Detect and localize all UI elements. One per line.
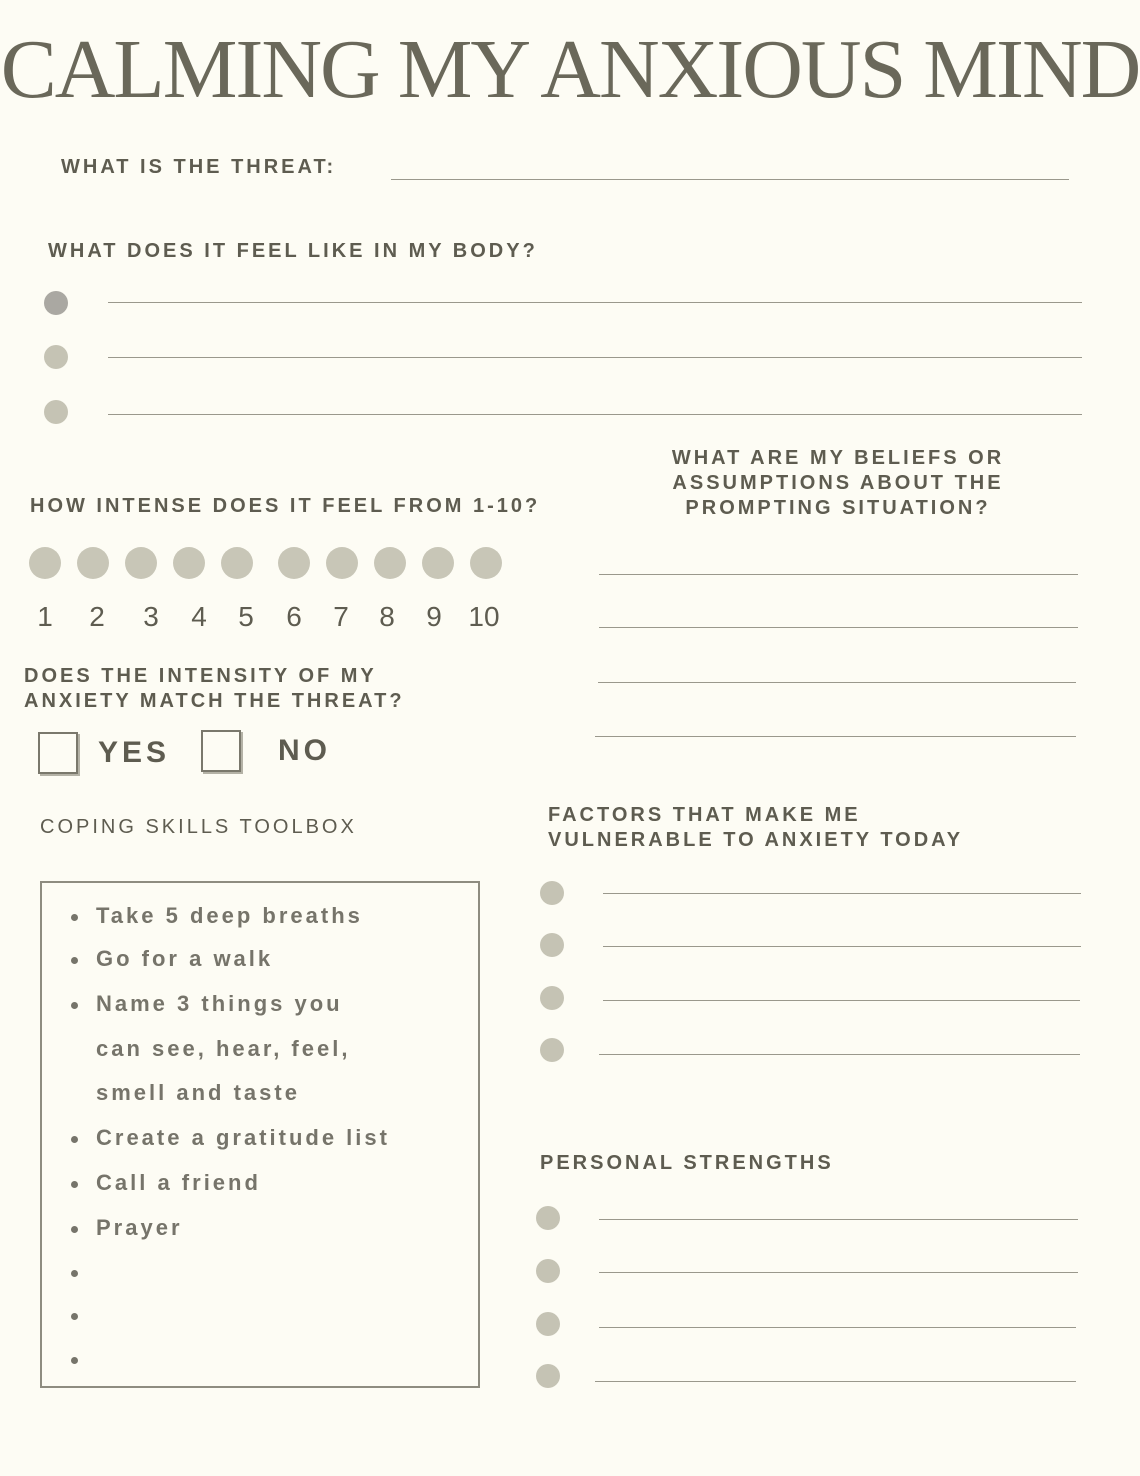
beliefs-label-line-1: WHAT ARE MY BELIEFS OR bbox=[671, 447, 1005, 469]
bullet-icon bbox=[71, 914, 78, 921]
no-label: NO bbox=[278, 734, 331, 767]
intensity-number-2: 2 bbox=[89, 601, 105, 632]
vulnerable-label-line-2: VULNERABLE TO ANXIETY TODAY bbox=[548, 829, 964, 851]
bullet-icon bbox=[71, 1313, 78, 1320]
body-feel-line-3[interactable] bbox=[108, 414, 1082, 415]
body-feel-bullet-3 bbox=[44, 400, 68, 424]
intensity-number-4: 4 bbox=[191, 601, 207, 632]
threat-write-line[interactable] bbox=[391, 179, 1069, 180]
bullet-icon bbox=[71, 1002, 78, 1009]
bullet-icon bbox=[71, 1226, 78, 1233]
vulnerable-line-4[interactable] bbox=[599, 1054, 1080, 1055]
intensity-dot-9[interactable] bbox=[422, 547, 454, 579]
body-feel-bullet-2 bbox=[44, 345, 68, 369]
intensity-number-5: 5 bbox=[238, 601, 254, 632]
bullet-icon bbox=[71, 1357, 78, 1364]
intensity-number-10: 10 bbox=[468, 601, 500, 632]
toolbox-item-text: Name 3 things you bbox=[96, 991, 343, 1016]
toolbox-item-text: Take 5 deep breaths bbox=[96, 903, 363, 928]
intensity-dot-3[interactable] bbox=[125, 547, 157, 579]
strengths-label: PERSONAL STRENGTHS bbox=[540, 1152, 834, 1174]
beliefs-line-1[interactable] bbox=[599, 574, 1078, 575]
body-feel-bullet-1 bbox=[44, 291, 68, 315]
intensity-dot-8[interactable] bbox=[374, 547, 406, 579]
intensity-dot-10[interactable] bbox=[470, 547, 502, 579]
bullet-icon bbox=[71, 1136, 78, 1143]
vulnerable-bullet-3 bbox=[540, 986, 564, 1010]
bullet-icon bbox=[71, 1181, 78, 1188]
beliefs-line-4[interactable] bbox=[595, 736, 1076, 737]
strengths-bullet-2 bbox=[536, 1259, 560, 1283]
strengths-line-2[interactable] bbox=[599, 1272, 1078, 1273]
strengths-bullet-4 bbox=[536, 1364, 560, 1388]
bullet-icon bbox=[71, 1270, 78, 1277]
toolbox-item-text: Create a gratitude list bbox=[96, 1125, 390, 1150]
toolbox-item-text: Go for a walk bbox=[96, 946, 274, 971]
vulnerable-line-2[interactable] bbox=[603, 946, 1081, 947]
vulnerable-line-3[interactable] bbox=[603, 1000, 1080, 1001]
threat-label: WHAT IS THE THREAT: bbox=[61, 156, 337, 178]
strengths-line-3[interactable] bbox=[599, 1327, 1076, 1328]
strengths-bullet-3 bbox=[536, 1312, 560, 1336]
intensity-dot-6[interactable] bbox=[278, 547, 310, 579]
toolbox-item-text: can see, hear, feel, bbox=[96, 1036, 351, 1061]
intensity-number-6: 6 bbox=[286, 601, 302, 632]
toolbox-item-text: Prayer bbox=[96, 1215, 183, 1240]
body-feel-label: WHAT DOES IT FEEL LIKE IN MY BODY? bbox=[48, 240, 538, 262]
intensity-number-9: 9 bbox=[426, 601, 442, 632]
intensity-number-1: 1 bbox=[37, 601, 53, 632]
bullet-icon bbox=[71, 957, 78, 964]
vulnerable-line-1[interactable] bbox=[603, 893, 1081, 894]
intensity-dot-7[interactable] bbox=[326, 547, 358, 579]
vulnerable-bullet-4 bbox=[540, 1038, 564, 1062]
vulnerable-bullet-2 bbox=[540, 933, 564, 957]
beliefs-line-3[interactable] bbox=[598, 682, 1076, 683]
beliefs-label-line-3: PROMPTING SITUATION? bbox=[685, 497, 991, 519]
vulnerable-bullet-1 bbox=[540, 881, 564, 905]
yes-label: YES bbox=[98, 736, 171, 769]
strengths-bullet-1 bbox=[536, 1206, 560, 1230]
intensity-dot-5[interactable] bbox=[221, 547, 253, 579]
match-label-line-2: ANXIETY MATCH THE THREAT? bbox=[24, 690, 405, 712]
toolbox-item-text: Call a friend bbox=[96, 1170, 261, 1195]
intensity-number-7: 7 bbox=[333, 601, 349, 632]
page-title: CALMING MY ANXIOUS MIND bbox=[0, 23, 1140, 116]
no-checkbox[interactable] bbox=[201, 730, 241, 772]
vulnerable-label-line-1: FACTORS THAT MAKE ME bbox=[548, 804, 861, 826]
body-feel-line-1[interactable] bbox=[108, 302, 1082, 303]
intensity-label: HOW INTENSE DOES IT FEEL FROM 1-10? bbox=[30, 495, 541, 517]
strengths-line-1[interactable] bbox=[599, 1219, 1078, 1220]
yes-checkbox[interactable] bbox=[38, 732, 78, 774]
body-feel-line-2[interactable] bbox=[108, 357, 1082, 358]
intensity-dot-2[interactable] bbox=[77, 547, 109, 579]
toolbox-item-text: smell and taste bbox=[96, 1080, 300, 1105]
coping-toolbox bbox=[40, 881, 480, 1388]
toolbox-heading: COPING SKILLS TOOLBOX bbox=[40, 816, 357, 838]
beliefs-line-2[interactable] bbox=[599, 627, 1078, 628]
intensity-number-3: 3 bbox=[143, 601, 159, 632]
intensity-number-8: 8 bbox=[379, 601, 395, 632]
intensity-dot-1[interactable] bbox=[29, 547, 61, 579]
intensity-dot-4[interactable] bbox=[173, 547, 205, 579]
strengths-line-4[interactable] bbox=[595, 1381, 1076, 1382]
beliefs-label-line-2: ASSUMPTIONS ABOUT THE bbox=[672, 472, 1004, 494]
match-label-line-1: DOES THE INTENSITY OF MY bbox=[24, 665, 377, 687]
